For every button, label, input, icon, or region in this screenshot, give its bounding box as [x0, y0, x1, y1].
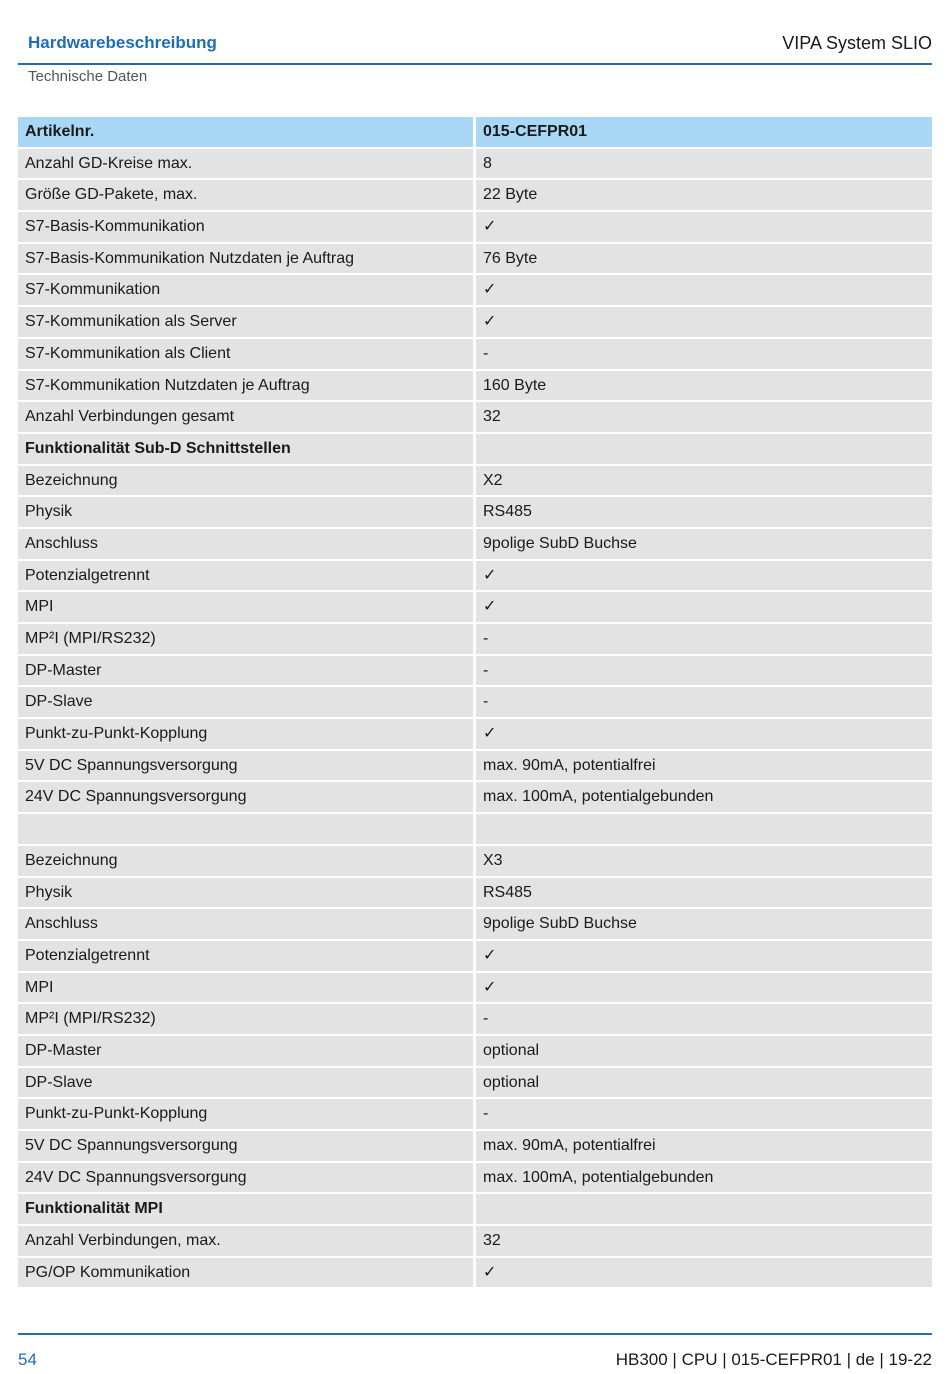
row-label: S7-Basis-Kommunikation — [18, 212, 473, 242]
table-row — [18, 529, 932, 559]
row-value: 9polige SubD Buchse — [476, 909, 932, 939]
table-header-value: 015-CEFPR01 — [476, 117, 932, 147]
row-value: max. 100mA, potentialgebunden — [476, 1163, 932, 1193]
row-value: max. 90mA, potentialfrei — [476, 1131, 932, 1161]
table-section-row — [18, 434, 932, 464]
product-title: VIPA System SLIO — [782, 33, 932, 53]
table-row — [18, 212, 932, 242]
row-value: - — [476, 624, 932, 654]
row-label: Physik — [18, 878, 473, 908]
table-row — [18, 371, 932, 401]
footer-rule — [18, 1333, 932, 1335]
table-row — [18, 719, 932, 749]
row-value: optional — [476, 1036, 932, 1066]
row-label: DP-Master — [18, 656, 473, 686]
row-label: DP-Slave — [18, 687, 473, 717]
table-row — [18, 973, 932, 1003]
row-label: Potenzialgetrennt — [18, 561, 473, 591]
row-value: RS485 — [476, 497, 932, 527]
row-value: ✓ — [476, 973, 932, 1003]
row-label: Bezeichnung — [18, 846, 473, 876]
table-row — [18, 656, 932, 686]
row-value — [476, 1194, 932, 1224]
table-row — [18, 497, 932, 527]
row-value: 22 Byte — [476, 180, 932, 210]
row-label: Funktionalität Sub-D Schnittstellen — [18, 434, 473, 464]
section-title: Hardwarebeschreibung — [28, 33, 217, 52]
row-label: Größe GD-Pakete, max. — [18, 180, 473, 210]
table-body — [18, 149, 932, 1288]
row-value: 9polige SubD Buchse — [476, 529, 932, 559]
row-value: 32 — [476, 1226, 932, 1256]
table-row — [18, 624, 932, 654]
row-value: - — [476, 1004, 932, 1034]
row-label: 24V DC Spannungsversorgung — [18, 1163, 473, 1193]
table-row — [18, 339, 932, 369]
table-row — [18, 1163, 932, 1193]
spec-table — [18, 117, 932, 1289]
row-value: 32 — [476, 402, 932, 432]
table-row — [18, 878, 932, 908]
row-value: ✓ — [476, 212, 932, 242]
row-label: Anzahl Verbindungen gesamt — [18, 402, 473, 432]
row-label: S7-Kommunikation — [18, 275, 473, 305]
table-row — [18, 307, 932, 337]
subsection-title: Technische Daten — [28, 68, 148, 85]
table-row — [18, 275, 932, 305]
row-value: ✓ — [476, 719, 932, 749]
table-row — [18, 180, 932, 210]
row-label: MPI — [18, 592, 473, 622]
table-row — [18, 846, 932, 876]
table-header-label: Artikelnr. — [18, 117, 473, 147]
row-value: ✓ — [476, 1258, 932, 1288]
row-label: S7-Kommunikation als Client — [18, 339, 473, 369]
row-value: ✓ — [476, 307, 932, 337]
row-value: max. 100mA, potentialgebunden — [476, 782, 932, 812]
row-label: Anzahl GD-Kreise max. — [18, 149, 473, 179]
row-label: DP-Slave — [18, 1068, 473, 1098]
table-row — [18, 1004, 932, 1034]
row-label: Funktionalität MPI — [18, 1194, 473, 1224]
row-value: X3 — [476, 846, 932, 876]
table-row — [18, 814, 932, 844]
row-value: max. 90mA, potentialfrei — [476, 751, 932, 781]
row-label: Anschluss — [18, 529, 473, 559]
row-value: 160 Byte — [476, 371, 932, 401]
table-row — [18, 1068, 932, 1098]
page-number: 54 — [18, 1350, 37, 1369]
table-row — [18, 782, 932, 812]
row-label: DP-Master — [18, 1036, 473, 1066]
row-value: optional — [476, 1068, 932, 1098]
table-row — [18, 244, 932, 274]
row-value: 76 Byte — [476, 244, 932, 274]
row-value: ✓ — [476, 941, 932, 971]
row-value: - — [476, 687, 932, 717]
row-value: - — [476, 339, 932, 369]
table-row — [18, 149, 932, 179]
table-row — [18, 1226, 932, 1256]
table-row — [18, 941, 932, 971]
row-label: MP²I (MPI/RS232) — [18, 1004, 473, 1034]
row-label: 5V DC Spannungsversorgung — [18, 1131, 473, 1161]
row-value: 8 — [476, 149, 932, 179]
row-value: ✓ — [476, 275, 932, 305]
table-row — [18, 466, 932, 496]
row-value: ✓ — [476, 592, 932, 622]
table-row — [18, 751, 932, 781]
table-row — [18, 561, 932, 591]
row-label: S7-Basis-Kommunikation Nutzdaten je Auftrag — [18, 244, 473, 274]
row-label: Anzahl Verbindungen, max. — [18, 1226, 473, 1256]
row-label — [18, 814, 473, 844]
row-label: MPI — [18, 973, 473, 1003]
table-section-row — [18, 1194, 932, 1224]
table-row — [18, 1131, 932, 1161]
row-value: X2 — [476, 466, 932, 496]
row-value: ✓ — [476, 561, 932, 591]
table-header-row — [18, 117, 932, 147]
row-label: Punkt-zu-Punkt-Kopplung — [18, 1099, 473, 1129]
row-label: S7-Kommunikation als Server — [18, 307, 473, 337]
row-label: Physik — [18, 497, 473, 527]
row-value: - — [476, 1099, 932, 1129]
table-row — [18, 402, 932, 432]
row-label: PG/OP Kommunikation — [18, 1258, 473, 1288]
table-row — [18, 1036, 932, 1066]
row-label: Bezeichnung — [18, 466, 473, 496]
row-value: - — [476, 656, 932, 686]
row-label: 24V DC Spannungsversorgung — [18, 782, 473, 812]
row-value — [476, 814, 932, 844]
row-value — [476, 434, 932, 464]
header-rule — [18, 63, 932, 65]
row-label: S7-Kommunikation Nutzdaten je Auftrag — [18, 371, 473, 401]
table-row — [18, 592, 932, 622]
document-reference: HB300 | CPU | 015-CEFPR01 | de | 19-22 — [615, 1350, 932, 1369]
table-row — [18, 909, 932, 939]
table-row — [18, 687, 932, 717]
row-value: RS485 — [476, 878, 932, 908]
row-label: MP²I (MPI/RS232) — [18, 624, 473, 654]
table-row — [18, 1258, 932, 1288]
table-row — [18, 1099, 932, 1129]
row-label: Potenzialgetrennt — [18, 941, 473, 971]
row-label: 5V DC Spannungsversorgung — [18, 751, 473, 781]
row-label: Punkt-zu-Punkt-Kopplung — [18, 719, 473, 749]
row-label: Anschluss — [18, 909, 473, 939]
